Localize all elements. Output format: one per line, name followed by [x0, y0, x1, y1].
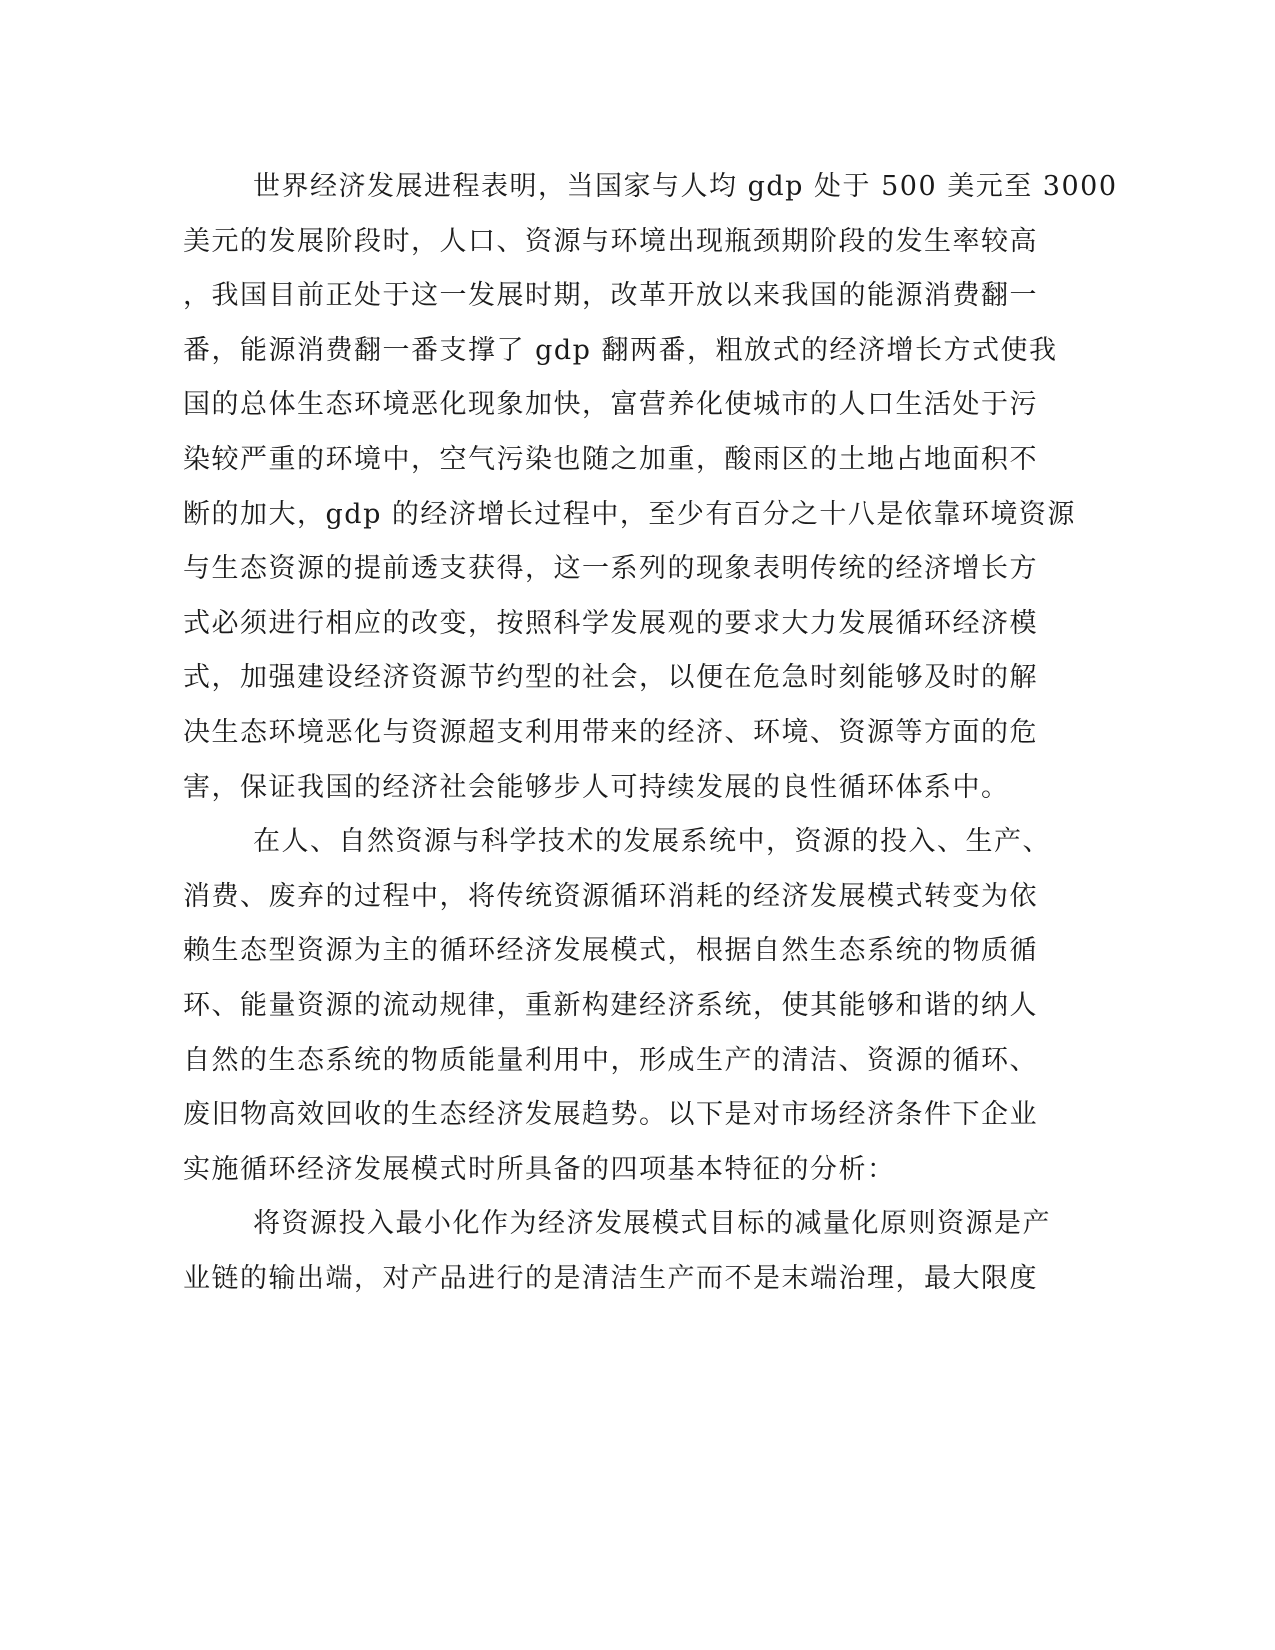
paragraph-line: 自然的生态系统的物质能量利用中，形成生产的清洁、资源的循环、 — [183, 1044, 1038, 1076]
paragraph-line: 废旧物高效回收的生态经济发展趋势。以下是对市场经济条件下企业 — [183, 1099, 1038, 1131]
paragraph-line: 决生态环境恶化与资源超支利用带来的经济、环境、资源等方面的危 — [183, 716, 1038, 748]
paragraph-line: 式，加强建设经济资源节约型的社会，以便在危急时刻能够及时的解 — [183, 662, 1038, 694]
paragraph-line: 断的加大，gdp 的经济增长过程中，至少有百分之十八是依靠环境资源 — [183, 498, 1076, 530]
paragraph-line: 实施循环经济发展模式时所具备的四项基本特征的分析： — [183, 1153, 896, 1185]
paragraph-line: 环、能量资源的流动规律，重新构建经济系统，使其能够和谐的纳人 — [183, 989, 1038, 1021]
paragraph-line: 在人、自然资源与科学技术的发展系统中，资源的投入、生产、 — [253, 826, 1051, 858]
paragraph-line: 世界经济发展进程表明，当国家与人均 gdp 处于 500 美元至 3000 — [253, 171, 1118, 202]
paragraph-line: 与生态资源的提前透支获得，这一系列的现象表明传统的经济增长方 — [183, 553, 1038, 585]
paragraph-line: 赖生态型资源为主的循环经济发展模式，根据自然生态系统的物质循 — [183, 935, 1038, 967]
paragraph-line: 国的总体生态环境恶化现象加快，富营养化使城市的人口生活处于污 — [183, 389, 1038, 421]
paragraph-line: 消费、废弃的过程中，将传统资源循环消耗的经济发展模式转变为依 — [183, 880, 1038, 912]
paragraph-3 — [183, 1197, 1051, 1306]
paragraph-line: 将资源投入最小化作为经济发展模式目标的减量化原则资源是产 — [253, 1208, 1051, 1240]
paragraph-2 — [183, 815, 1051, 1197]
paragraph-line: 美元的发展阶段时，人口、资源与环境出现瓶颈期阶段的发生率较高 — [183, 225, 1038, 257]
paragraph-line: 式必须进行相应的改变，按照科学发展观的要求大力发展循环经济模 — [183, 607, 1038, 639]
paragraph-line: ，我国目前正处于这一发展时期，改革开放以来我国的能源消费翻一 — [183, 280, 1038, 312]
paragraph-line: 染较严重的环境中，空气污染也随之加重，酸雨区的土地占地面积不 — [183, 443, 1038, 475]
body-text — [183, 160, 1118, 1306]
paragraph-line: 业链的输出端，对产品进行的是清洁生产而不是末端治理，最大限度 — [183, 1262, 1038, 1294]
paragraph-line: 害，保证我国的经济社会能够步人可持续发展的良性循环体系中。 — [183, 771, 1010, 803]
paragraph-line: 番，能源消费翻一番支撑了 gdp 翻两番，粗放式的经济增长方式使我 — [183, 334, 1058, 366]
paragraph-1 — [183, 160, 1118, 815]
